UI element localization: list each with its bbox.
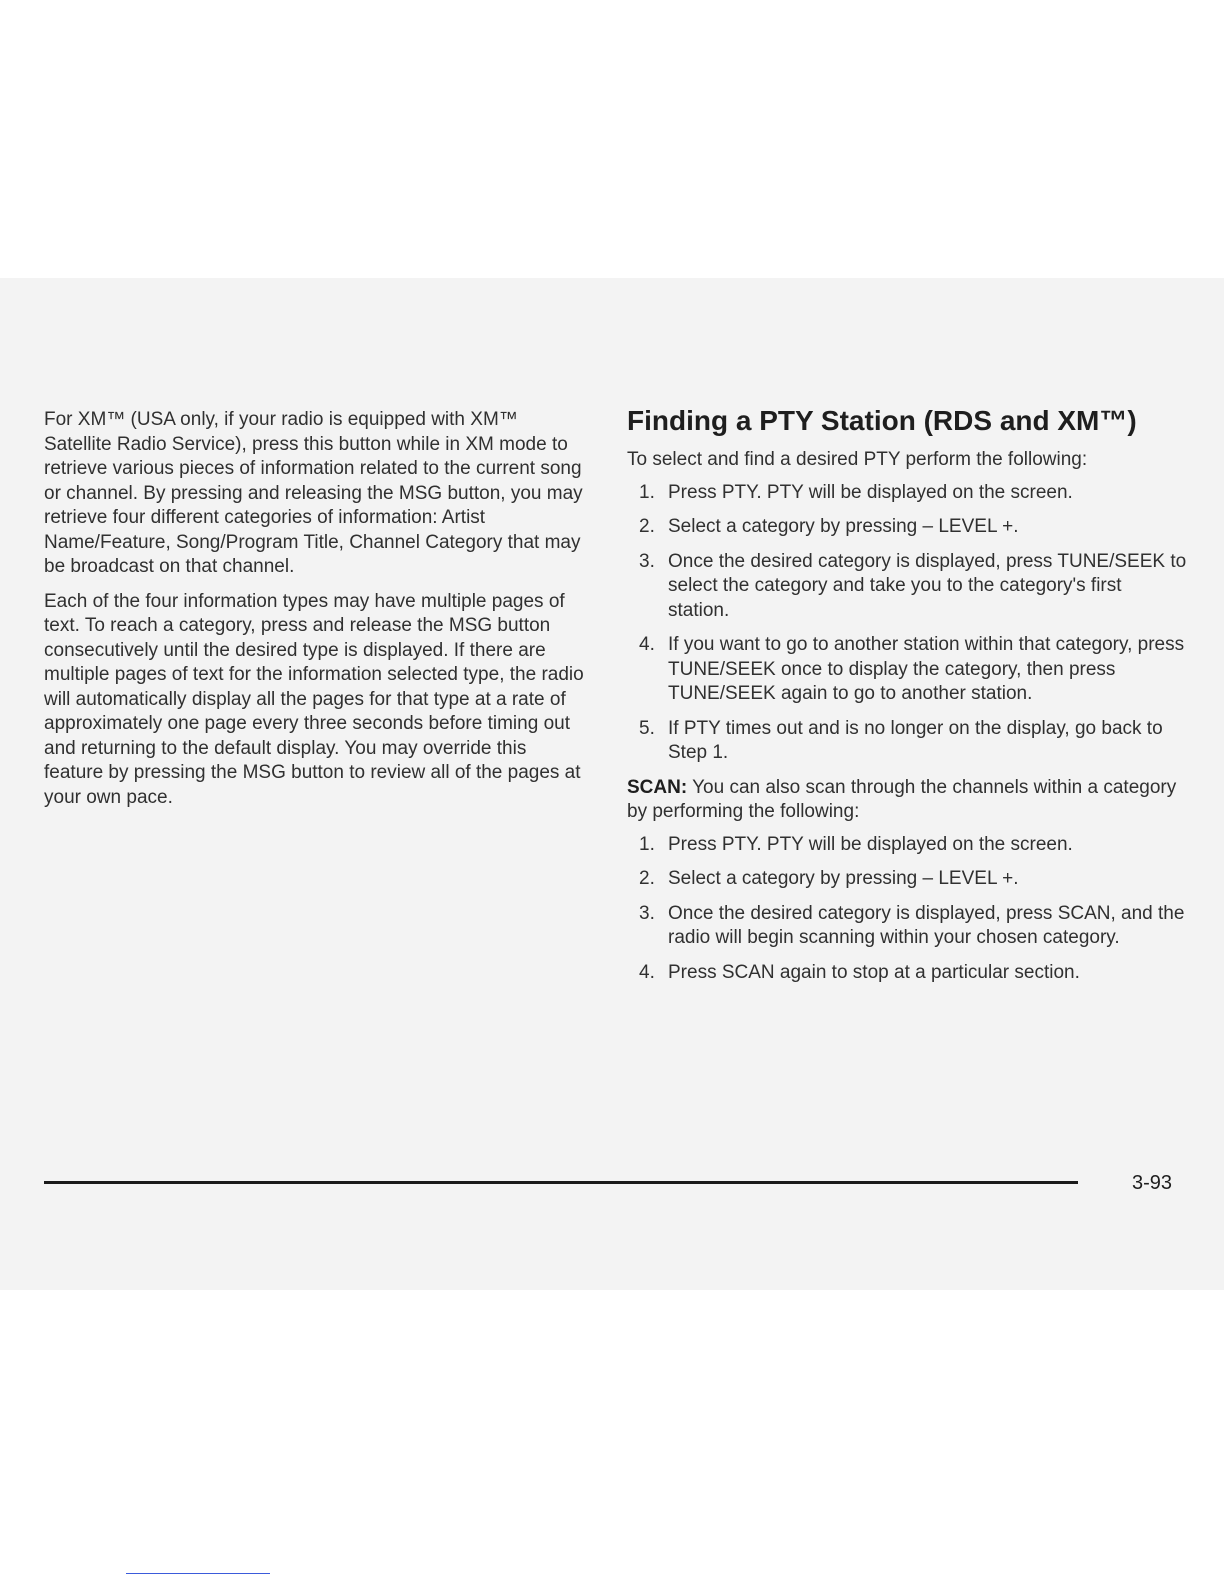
step-number: 1. xyxy=(639,481,655,503)
step-text: Once the desired category is displayed, press TUNE/SEEK to select the category and take you to the category's first station. xyxy=(668,550,1187,621)
scan-paragraph xyxy=(627,776,1187,825)
step-text: Once the desired category is displayed, press SCAN, and the radio will begin scanning within your chosen category. xyxy=(668,902,1185,948)
list-item xyxy=(627,902,1187,951)
step-number: 5. xyxy=(639,717,655,739)
right-column xyxy=(627,404,1187,995)
step-text: Press PTY. PTY will be displayed on the screen. xyxy=(668,833,1073,855)
info-types-paragraph: Each of the four information types may have multiple pages of text. To reach a category, press and release the MSG button consecutively until the desired type is displayed. If there are multiple pages of text for the information selected type, the radio will automatically display all the pages for that type at a rate of approximately one page every three seconds before timing out and returning to the default display. You may override this feature by pressing the MSG button to review all of the pages at your own pace. xyxy=(44,590,584,808)
scan-steps-list xyxy=(627,833,1187,986)
step-number: 3. xyxy=(639,902,655,924)
list-item xyxy=(627,633,1187,707)
step-number: 3. xyxy=(639,550,655,572)
list-item xyxy=(627,515,1187,540)
section-heading: Finding a PTY Station (RDS and XM™) xyxy=(627,405,1137,436)
step-number: 4. xyxy=(639,634,655,655)
pty-steps-list xyxy=(627,481,1187,766)
step-number: 2. xyxy=(639,516,655,537)
step-number: 1. xyxy=(639,833,655,855)
intro-text: To select and find a desired PTY perform the following: xyxy=(627,449,1088,470)
step-text: Select a category by pressing – LEVEL +. xyxy=(668,868,1019,889)
step-text: If PTY times out and is no longer on the display, go back to Step 1. xyxy=(668,717,1163,763)
page-number: 3-93 xyxy=(1132,1172,1173,1194)
step-number: 4. xyxy=(639,961,655,983)
list-item xyxy=(627,867,1187,892)
bottom-link-underline xyxy=(126,1573,270,1574)
list-item xyxy=(627,550,1187,624)
step-text: If you want to go to another station within that category, press TUNE/SEEK once to display the category, then press TUNE/SEEK again to go to another station. xyxy=(668,634,1185,704)
list-item xyxy=(627,481,1187,506)
left-column xyxy=(44,408,589,820)
list-item xyxy=(627,833,1187,858)
step-text: Press PTY. PTY will be displayed on the screen. xyxy=(668,481,1073,503)
xm-msg-paragraph: For XM™ (USA only, if your radio is equipped with XM™ Satellite Radio Service), press this button while in XM mode to retrieve various pieces of information related to the current song or channel. By pressing and releasing the MSG button, you may retrieve four different categories of information: Artist Name/Feature, Song/Program Title, Channel Category that may be broadcast on that channel. xyxy=(44,409,583,577)
step-text: Select a category by pressing – LEVEL +. xyxy=(668,516,1019,537)
scan-label: SCAN: xyxy=(627,776,688,798)
list-item xyxy=(627,961,1187,986)
step-text: Press SCAN again to stop at a particular section. xyxy=(668,961,1080,983)
scan-text: You can also scan through the channels within a category by performing the following: xyxy=(627,776,1177,822)
footer-divider xyxy=(44,1181,1078,1184)
step-number: 2. xyxy=(639,868,655,889)
list-item xyxy=(627,717,1187,766)
